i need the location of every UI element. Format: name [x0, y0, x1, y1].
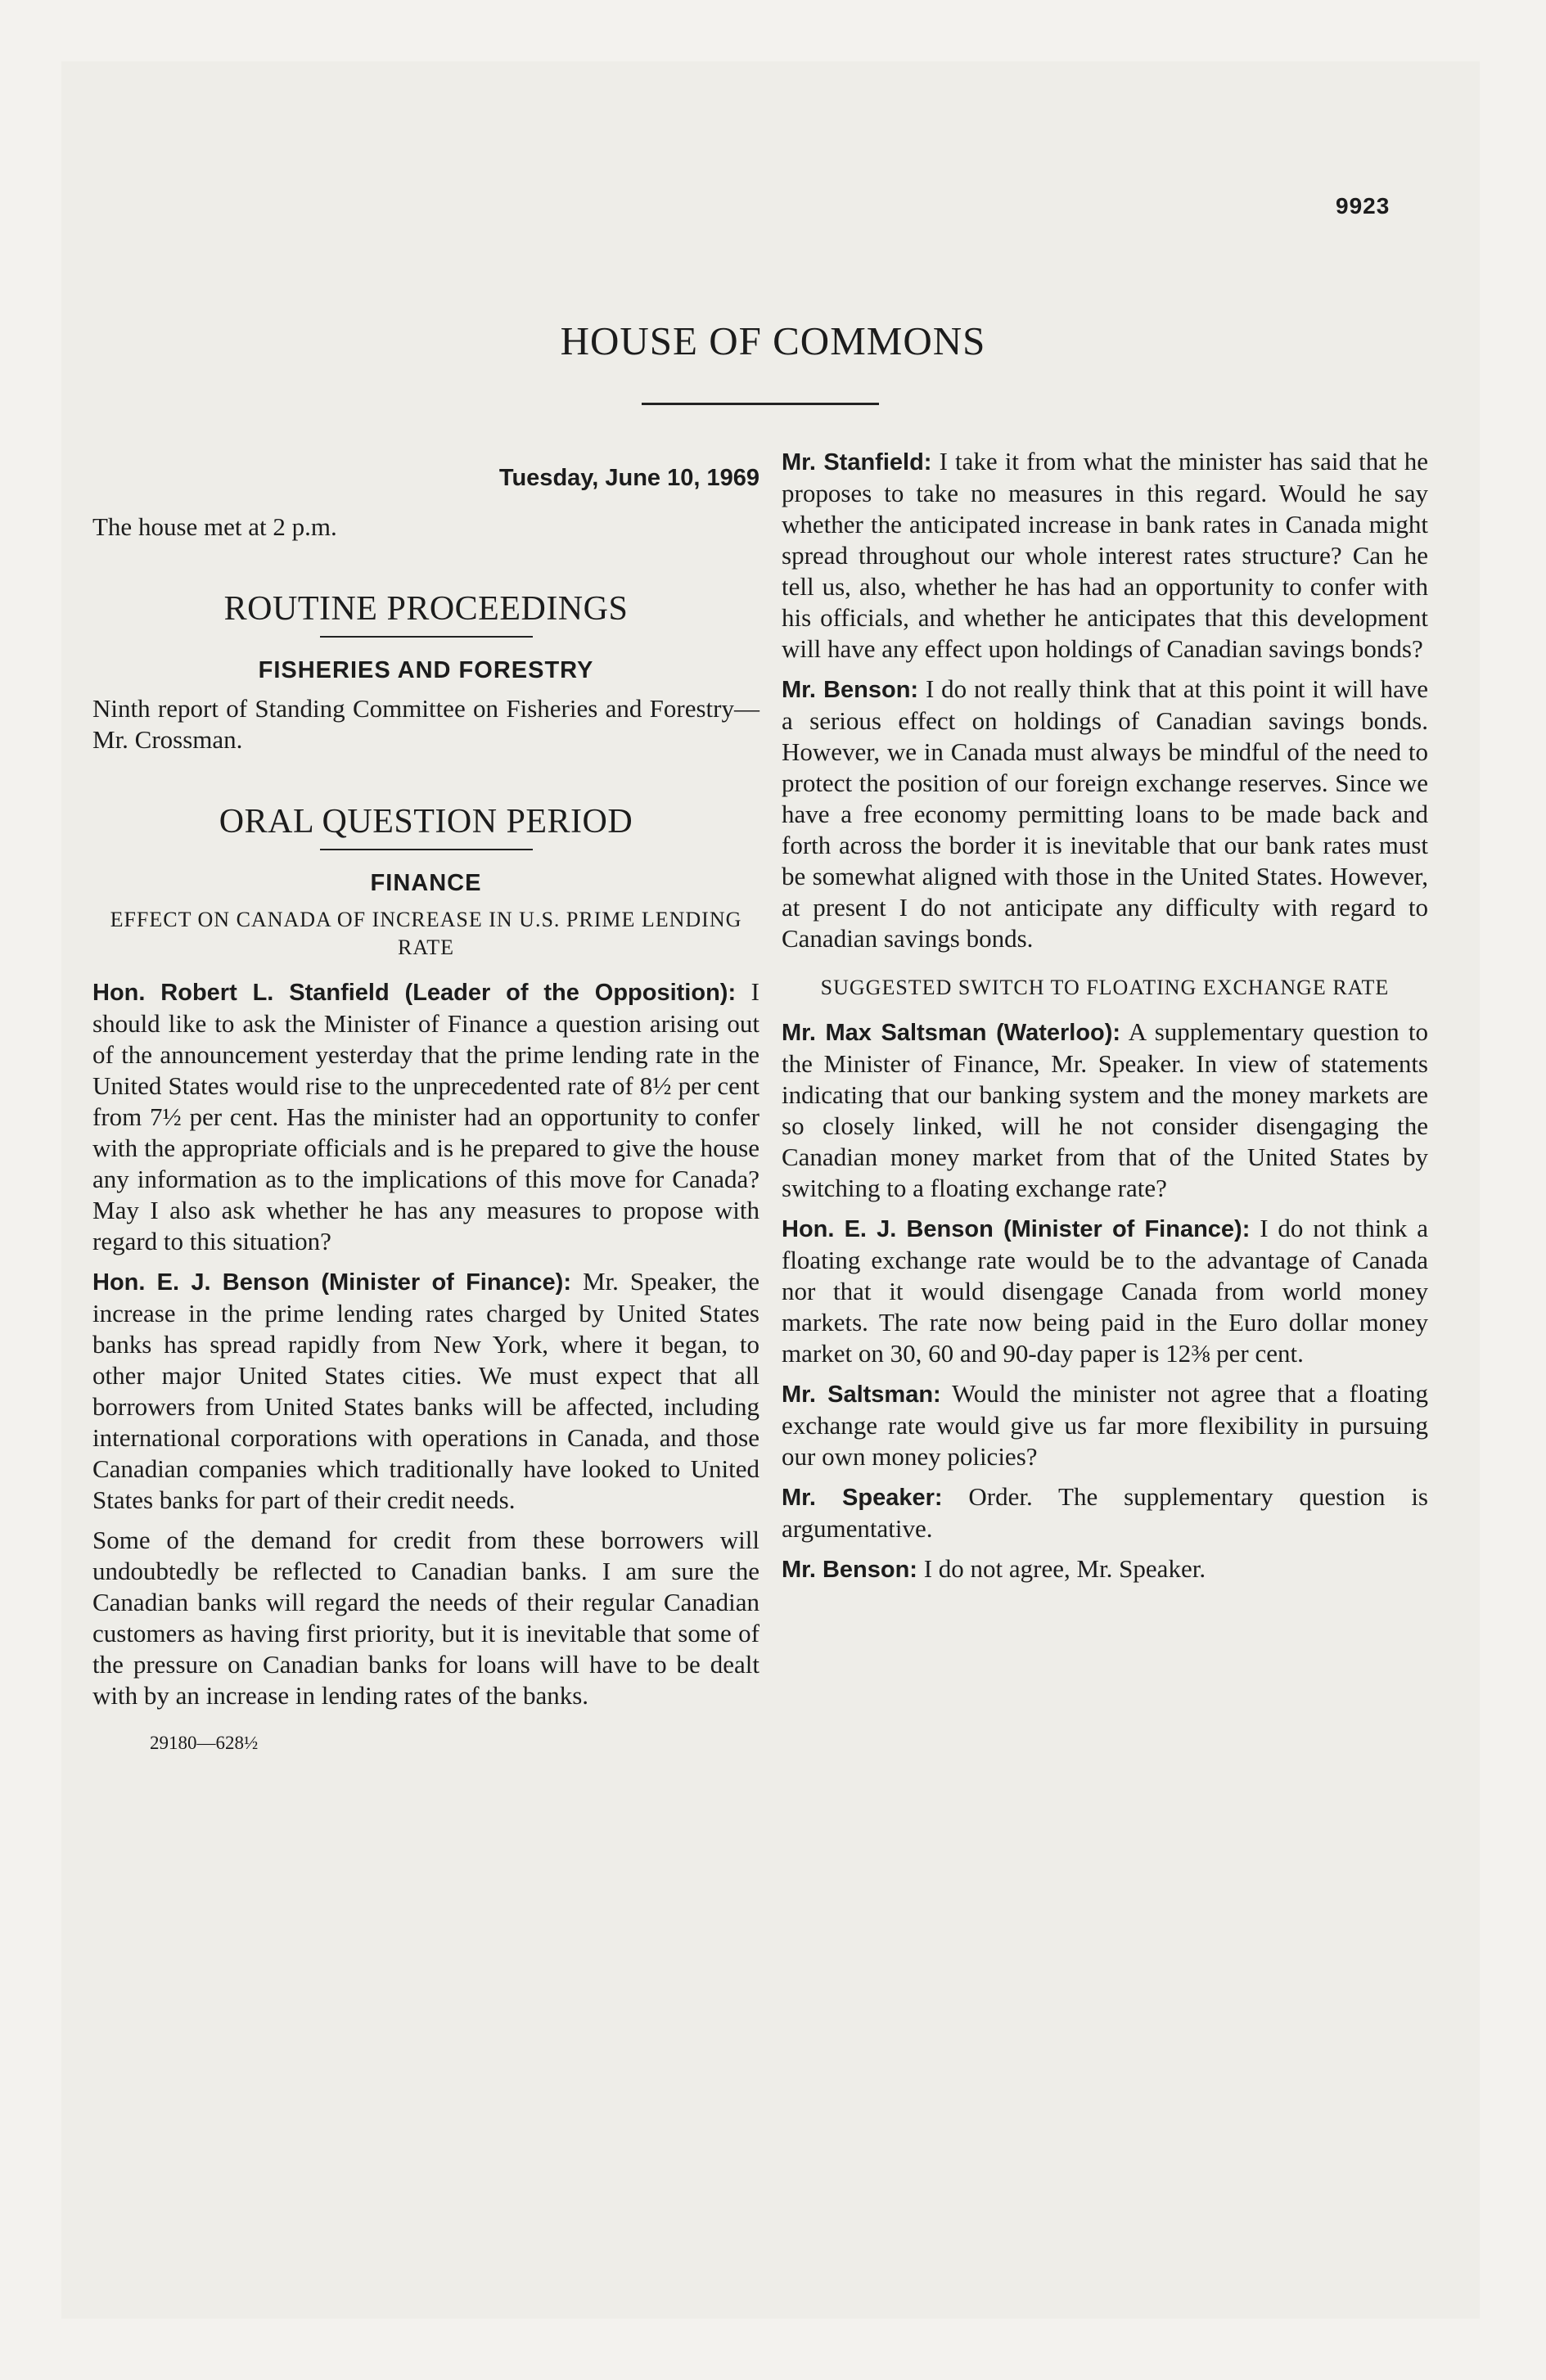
- speech-paragraph: [782, 1553, 1428, 1585]
- print-footer: 29180—628½: [150, 1733, 259, 1753]
- page-title: HOUSE OF COMMONS: [560, 318, 986, 363]
- title-rule: [642, 403, 879, 405]
- speech-paragraph: [92, 1525, 759, 1711]
- speech-paragraph: [782, 446, 1428, 665]
- speech-text: I do not think a floating exchange rate would be to the advantage of Canada nor that it would disengage Canada from world money markets. The rate now being paid in the Euro dollar money market on 30, 60 and 90-day paper is 12⅜ per cent.: [782, 1214, 1428, 1368]
- speech-paragraph: [782, 1016, 1428, 1204]
- right-column: [782, 446, 1428, 1594]
- sitting-date: Tuesday, June 10, 1969: [498, 465, 759, 491]
- speech-text: I should like to ask the Minister of Finance a question arising out of the announcement yesterday that the prime lending rate in the United States would rise to the unprecedented rate of 8½ per cent from 7½ per cent. Has the minister had an opportunity to confer with the appropriate officials and is he prepared to give the house any information as to the implications of this move for Canada? May I also ask whether he has any measures to propose with regard to this situation?: [92, 977, 759, 1255]
- right-paragraphs-b: [782, 1016, 1428, 1585]
- speech-paragraph: [782, 1378, 1428, 1472]
- speaker-name: Mr. Benson:: [782, 677, 919, 703]
- speech-text: Would the minister not agree that a floating exchange rate would give us far more flexibility in pursuing our own money policies?: [782, 1379, 1428, 1471]
- oral-question-heading: ORAL QUESTION PERIOD: [219, 803, 633, 841]
- speech-text: A supplementary question to the Minister of Finance, Mr. Speaker. In view of statements indicating that our banking system and the money markets are so closely linked, will he not consider disengaging the Canadian money market from that of the United States by switching to a floating exchange rate?: [782, 1017, 1428, 1202]
- speech-paragraph: [782, 1481, 1428, 1544]
- fisheries-report-text: Ninth report of Standing Committee on Fisheries and Forestry—Mr. Crossman.: [92, 694, 759, 754]
- routine-proceedings-heading: ROUTINE PROCEEDINGS: [223, 590, 629, 628]
- speech-text: I do not really think that at this point it will have a serious effect on holdings of Canadian savings bonds. However, we in Canada must always be mindful of the need to protect the position of our foreign exchange reserves. Since we have a free economy permitting loans to be made back and forth across the border it is inevitable that our bank rates must be somewhat aligned with those in the United States. However, at present I do not anticipate any difficulty with regard to Canadian savings bonds.: [782, 674, 1428, 953]
- speech-paragraph: [782, 1213, 1428, 1369]
- speech-text: Mr. Speaker, the increase in the prime lending rates charged by United States banks has spread rapidly from New York, where it began, to other major United States cities. We must expect that all borrowers from United States banks will be affected, including international corporations with operations in Canada, and those Canadian companies which traditionally have looked to United States banks for part of their credit needs.: [92, 1267, 759, 1514]
- speaker-name: Hon. Robert L. Stanfield (Leader of the Opposition):: [92, 980, 737, 1006]
- page-number: 9923: [1336, 193, 1390, 219]
- meeting-time: The house met at 2 p.m.: [92, 512, 337, 541]
- section-rule: [320, 636, 533, 638]
- left-paragraphs: [92, 976, 759, 1711]
- speech-paragraph: [782, 674, 1428, 954]
- fisheries-subheading: FISHERIES AND FORESTRY: [258, 657, 594, 683]
- speaker-name: Mr. Saltsman:: [782, 1382, 941, 1408]
- finance-subheading: FINANCE: [370, 870, 482, 896]
- speaker-name: Mr. Max Saltsman (Waterloo):: [782, 1020, 1121, 1046]
- speech-text: Order. The supplementary question is argumentative.: [782, 1482, 1428, 1543]
- speaker-name: Mr. Stanfield:: [782, 449, 932, 476]
- section-rule: [320, 849, 533, 850]
- prime-rate-caption: EFFECT ON CANADA OF INCREASE IN U.S. PRIME LENDING RATE: [110, 908, 742, 959]
- speech-paragraph: [92, 976, 759, 1257]
- speaker-name: Mr. Speaker:: [782, 1485, 943, 1511]
- floating-rate-caption: SUGGESTED SWITCH TO FLOATING EXCHANGE RATE: [820, 976, 1390, 999]
- left-column: [92, 446, 759, 1754]
- right-paragraphs-a: [782, 446, 1428, 954]
- speech-text: I take it from what the minister has said that he proposes to take no measures in this regard. Would he say whether the anticipated increase in bank rates in Canada might spread throughout our whole interest rates structure? Can he tell us, also, whether he has had an opportunity to confer with his officials, and whether he anticipates that this development will have any effect upon holdings of Canadian savings bonds?: [782, 447, 1428, 663]
- speaker-name: Mr. Benson:: [782, 1557, 917, 1583]
- speaker-name: Hon. E. J. Benson (Minister of Finance):: [782, 1216, 1251, 1242]
- speech-text: Some of the demand for credit from these borrowers will undoubtedly be reflected to Canadian banks. I am sure the Canadian banks will regard the needs of their regular Canadian customers as having first priority, but it is inevitable that some of the pressure on Canadian banks for loans will have to be dealt with by an increase in lending rates of the banks.: [92, 1526, 759, 1710]
- speaker-name: Hon. E. J. Benson (Minister of Finance):: [92, 1269, 571, 1296]
- speech-paragraph: [92, 1266, 759, 1516]
- speech-text: I do not agree, Mr. Speaker.: [917, 1554, 1206, 1583]
